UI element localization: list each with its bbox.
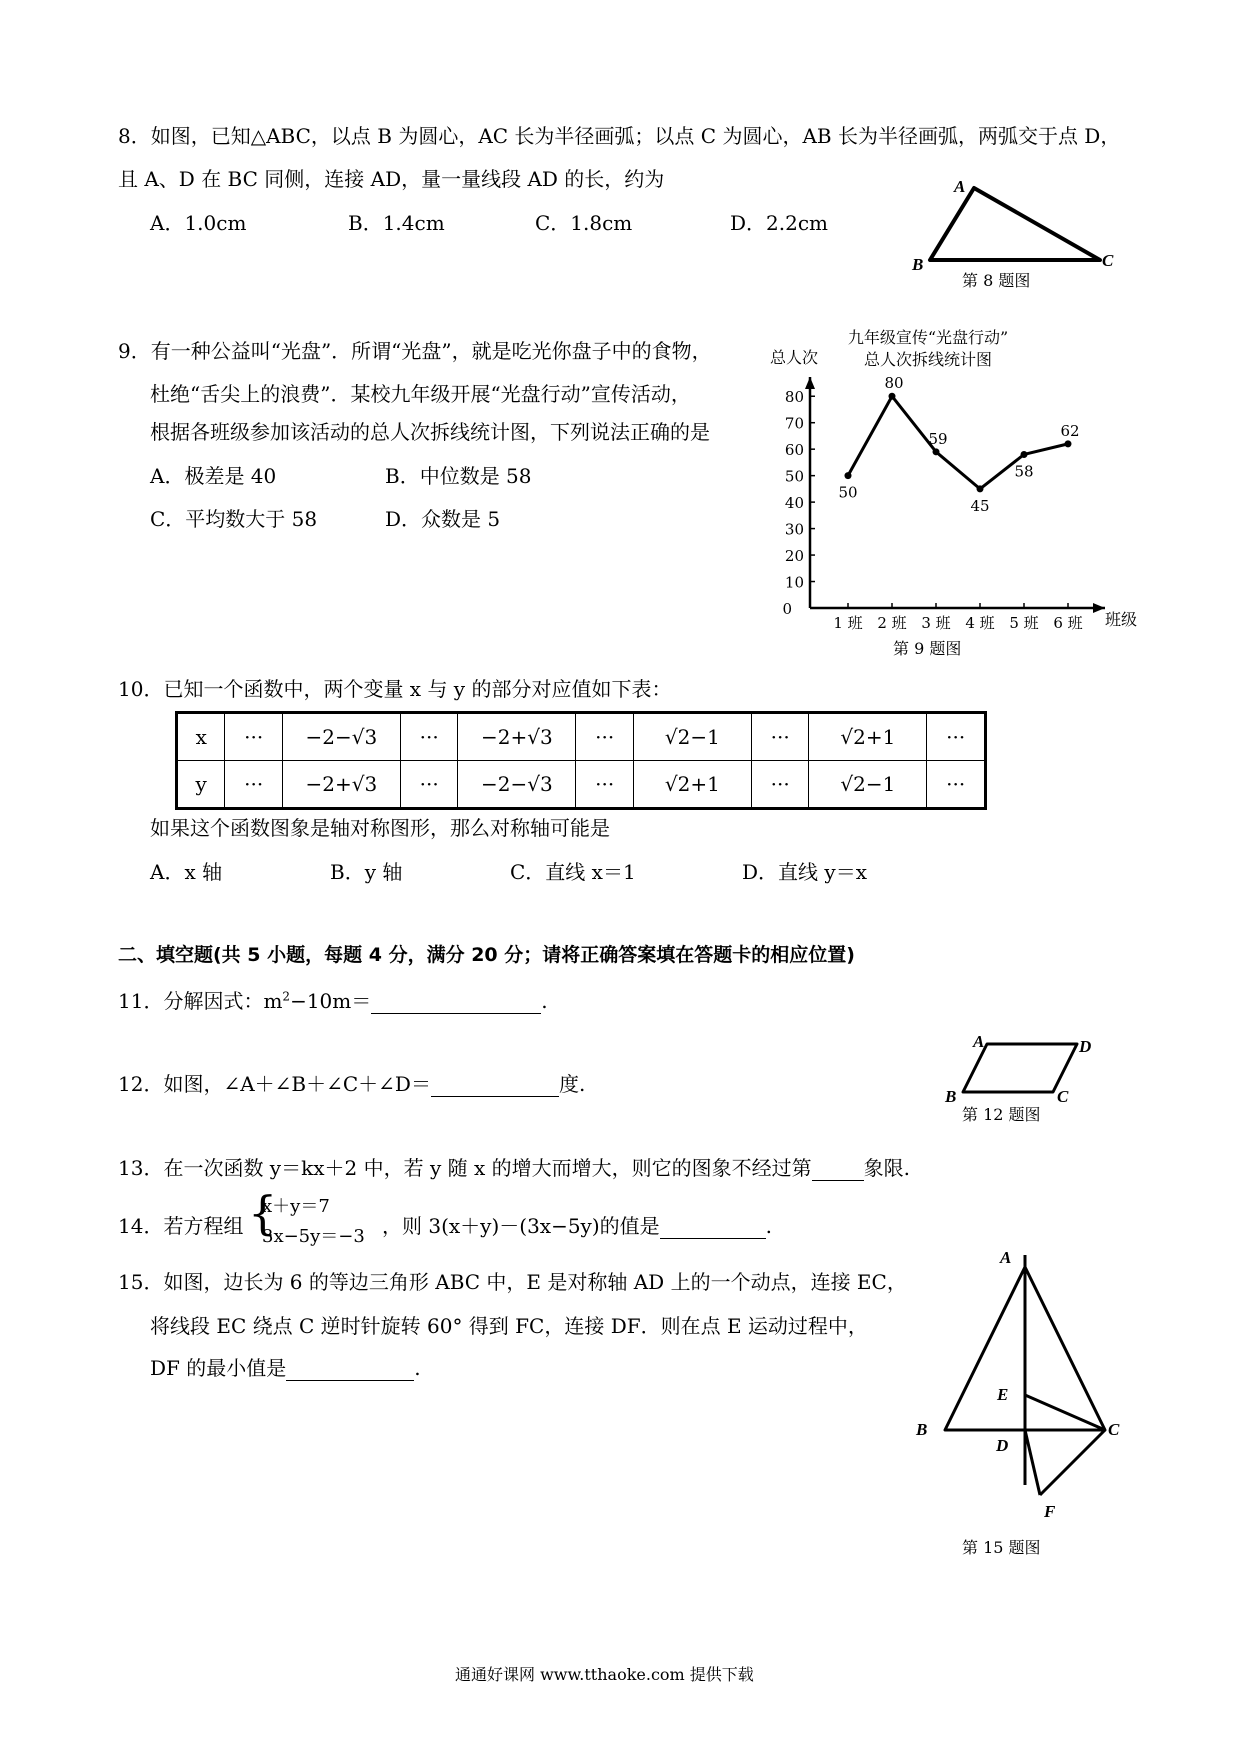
chart-title: 九年级宣传“光盘行动” xyxy=(847,328,1009,347)
chart-subtitle: 总人次拆线统计图 xyxy=(863,350,993,369)
chart-y-tick-label: 60 xyxy=(784,441,804,460)
q8-label-a: A xyxy=(954,177,966,196)
chart-x-tick-label: 1 班 xyxy=(833,614,863,632)
q8-label-c: C xyxy=(1102,251,1114,270)
q8-line1: 8．如图，已知△ABC，以点 B 为圆心，AC 长为半径画弧；以点 C 为圆心，AB 长为半径画弧，两弧交于点 D， xyxy=(118,124,1121,148)
table-row xyxy=(177,713,986,761)
chart-data-label: 50 xyxy=(838,483,858,502)
q15-line1: 15．如图，边长为 6 的等边三角形 ABC 中，E 是对称轴 AD 上的一个动点，连接 EC， xyxy=(118,1270,907,1294)
chart-y-tick-label: 20 xyxy=(784,547,804,566)
q12-end: 度. xyxy=(558,1072,586,1096)
table-cell: ··· xyxy=(927,713,986,761)
q12-label-d: D xyxy=(1079,1037,1092,1056)
chart-point xyxy=(977,485,984,492)
q14-equation-1: x＋y＝7 xyxy=(262,1196,330,1217)
table-cell: −2−√3 xyxy=(282,713,400,761)
chart-x-axis-arrow xyxy=(1093,603,1105,613)
q10-question: 如果这个函数图象是轴对称图形，那么对称轴可能是 xyxy=(150,816,610,840)
q12-label-b: B xyxy=(945,1087,957,1106)
quadrilateral-abcd xyxy=(963,1044,1077,1092)
q10-option-c: C．直线 x＝1 xyxy=(510,860,636,884)
table-cell: ··· xyxy=(751,761,808,809)
q10-option-a: A．x 轴 xyxy=(150,860,223,884)
table-cell: √2+1 xyxy=(809,713,927,761)
q15-label-e: E xyxy=(997,1385,1009,1404)
q9-option-a: A．极差是 40 xyxy=(150,464,277,488)
table-cell: ··· xyxy=(400,713,457,761)
chart-x-tick-label: 5 班 xyxy=(1009,614,1039,632)
q9-option-c: C．平均数大于 58 xyxy=(150,507,318,531)
chart-point xyxy=(1065,440,1072,447)
table-cell: ··· xyxy=(400,761,457,809)
q8-label-b: B xyxy=(912,255,924,274)
chart-y-axis-arrow xyxy=(805,377,815,389)
chart-point xyxy=(889,393,896,400)
q14-tail xyxy=(382,1210,772,1239)
chart-y-tick-label: 70 xyxy=(784,414,804,433)
q9-line-chart xyxy=(770,325,1150,655)
chart-data-label: 80 xyxy=(884,374,904,393)
q9-line1: 9．有一种公益叫“光盘”．所谓“光盘”，就是吃光你盘子中的食物， xyxy=(118,339,712,363)
q12-figure-caption: 第 12 题图 xyxy=(962,1105,1041,1124)
chart-data-label: 62 xyxy=(1060,421,1080,440)
q13-prefix: 13．在一次函数 y＝kx＋2 中，若 y 随 x 的增大而增大，则它的图象不经过第 xyxy=(118,1156,812,1180)
q14-brace: { xyxy=(248,1186,278,1240)
table-cell: ··· xyxy=(927,761,986,809)
q14-prefix: 14．若方程组 xyxy=(118,1214,244,1238)
q14-end: . xyxy=(765,1214,773,1238)
table-cell: ··· xyxy=(751,713,808,761)
q8-option-c: C．1.8cm xyxy=(535,211,633,235)
chart-data-label: 58 xyxy=(1014,462,1034,481)
section-2-heading: 二、填空题(共 5 小题，每题 4 分，满分 20 分；请将正确答案填在答题卡的相应位置) xyxy=(118,944,855,966)
q11-exponent: 2 xyxy=(282,989,291,1004)
chart-y-tick-label: 0 xyxy=(782,600,792,618)
q15-line3 xyxy=(150,1352,421,1381)
q12 xyxy=(118,1068,585,1097)
q15-label-f: F xyxy=(1044,1502,1056,1521)
q15-label-d: D xyxy=(996,1436,1009,1455)
table-cell: ··· xyxy=(225,713,282,761)
chart-data-label: 45 xyxy=(970,496,990,515)
q15-triangle-figure xyxy=(900,1245,1140,1525)
chart-y-tick-label: 50 xyxy=(784,467,804,486)
q10-option-d: D．直线 y＝x xyxy=(742,860,867,884)
q12-parallelogram-figure xyxy=(935,1030,1115,1110)
table-cell: −2+√3 xyxy=(282,761,400,809)
q9-option-d: D．众数是 5 xyxy=(385,507,501,531)
chart-y-tick-label: 40 xyxy=(784,494,804,513)
chart-y-tick-label: 80 xyxy=(784,388,804,407)
q8-line2: 且 A、D 在 BC 同侧，连接 AD，量一量线段 AD 的长，约为 xyxy=(118,167,665,191)
chart-x-tick-label: 6 班 xyxy=(1053,614,1083,632)
table-cell: ··· xyxy=(576,761,633,809)
table-cell: ··· xyxy=(576,713,633,761)
chart-x-label: 班级 xyxy=(1105,610,1138,629)
q13 xyxy=(118,1152,910,1181)
chart-point xyxy=(933,448,940,455)
q14-answer-blank xyxy=(660,1220,766,1239)
table-cell: −2−√3 xyxy=(458,761,576,809)
table-cell: x xyxy=(177,713,225,761)
q12-answer-blank xyxy=(431,1078,559,1097)
page-footer: 通通好课网 www.tthaoke.com 提供下载 xyxy=(455,1665,754,1684)
q10-option-b: B．y 轴 xyxy=(330,860,403,884)
q8-option-a: A．1.0cm xyxy=(150,211,247,235)
q9-figure-caption: 第 9 题图 xyxy=(893,639,962,658)
q11-prefix: 11．分解因式：m xyxy=(118,989,283,1013)
segment-df xyxy=(1025,1430,1040,1495)
triangle-abc xyxy=(930,188,1100,260)
chart-y-label: 总人次 xyxy=(770,348,819,367)
chart-x-tick-label: 2 班 xyxy=(877,614,907,632)
table-cell: ··· xyxy=(225,761,282,809)
q13-end: 象限. xyxy=(863,1156,910,1180)
q9-line3: 根据各班级参加该活动的总人次拆线统计图，下列说法正确的是 xyxy=(150,420,710,444)
q15-end: . xyxy=(414,1356,421,1380)
q15-line3-text: DF 的最小值是 xyxy=(150,1356,287,1380)
q15-answer-blank xyxy=(286,1362,414,1381)
table-cell: √2+1 xyxy=(633,761,751,809)
segment-ec xyxy=(1025,1395,1105,1430)
chart-series-line xyxy=(848,396,1068,489)
q10-stem: 10．已知一个函数中，两个变量 x 与 y 的部分对应值如下表： xyxy=(118,677,672,701)
q15-label-b: B xyxy=(916,1420,928,1439)
q14-equation-2: 3x−5y＝−3 xyxy=(262,1226,365,1247)
chart-point xyxy=(845,472,852,479)
table-row xyxy=(177,761,986,809)
q11-expression: −10m＝ xyxy=(290,989,372,1013)
q8-option-d: D．2.2cm xyxy=(730,211,829,235)
q12-label-a: A xyxy=(973,1032,985,1051)
q11-end: . xyxy=(541,989,548,1013)
q8-figure-caption: 第 8 题图 xyxy=(962,271,1031,290)
chart-data-label: 59 xyxy=(928,429,948,448)
q10-value-table xyxy=(175,711,987,810)
chart-point xyxy=(1021,451,1028,458)
q12-label-c: C xyxy=(1057,1087,1069,1106)
q15-figure-caption: 第 15 题图 xyxy=(962,1538,1041,1557)
chart-x-tick-label: 3 班 xyxy=(921,614,951,632)
q8-option-b: B．1.4cm xyxy=(348,211,445,235)
table-cell: √2−1 xyxy=(633,713,751,761)
chart-y-tick-label: 10 xyxy=(784,573,804,592)
table-cell: √2−1 xyxy=(809,761,927,809)
chart-x-tick-label: 4 班 xyxy=(965,614,995,632)
q11-answer-blank xyxy=(371,995,541,1014)
q9-line2: 杜绝“舌尖上的浪费”．某校九年级开展“光盘行动”宣传活动， xyxy=(150,382,691,406)
table-cell: y xyxy=(177,761,225,809)
chart-y-tick-label: 30 xyxy=(784,520,804,539)
table-cell: −2+√3 xyxy=(458,713,576,761)
q15-label-a: A xyxy=(1000,1248,1012,1267)
q15-label-c: C xyxy=(1108,1420,1120,1439)
q12-prefix: 12．如图，∠A＋∠B＋∠C＋∠D＝ xyxy=(118,1072,431,1096)
segment-fc xyxy=(1040,1430,1105,1495)
q15-line2: 将线段 EC 绕点 C 逆时针旋转 60° 得到 FC，连接 DF．则在点 E 运动过程中， xyxy=(150,1314,868,1338)
q14-middle: ，则 3(x＋y)－(3x−5y)的值是 xyxy=(382,1214,660,1238)
q9-option-b: B．中位数是 58 xyxy=(385,464,532,488)
q13-answer-blank xyxy=(812,1162,864,1181)
q11 xyxy=(118,985,548,1014)
